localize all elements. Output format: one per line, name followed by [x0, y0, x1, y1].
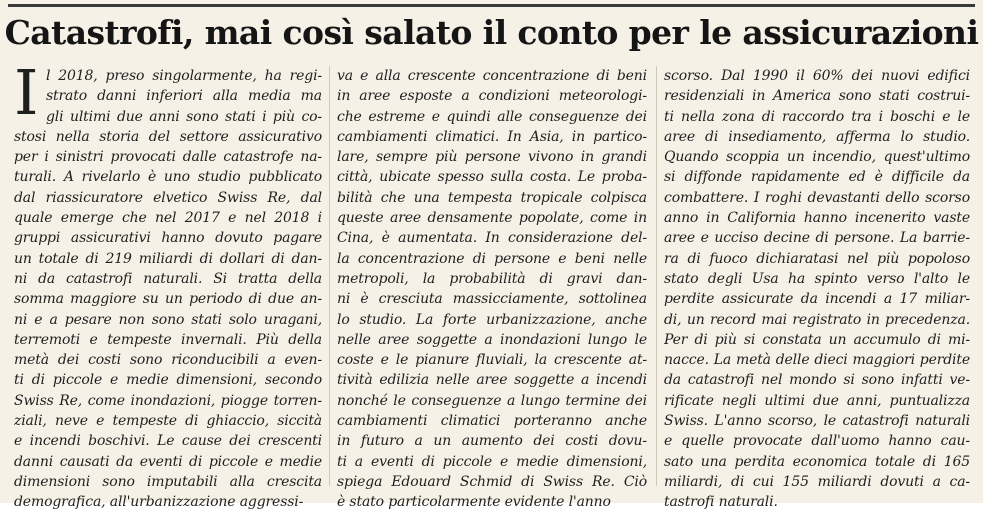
article-line: dimensioni sono imputabili alla crescita [14, 473, 322, 490]
article-line: ra di fuoco dichiaratasi nel più popoloso [664, 250, 970, 267]
article-line: danni causati da eventi di piccole e medie [14, 453, 322, 470]
article-line: in aree esposte a condizioni meteorologi- [337, 88, 647, 105]
article-line: per i sinistri provocati dalle catastrofe na- [14, 149, 322, 166]
article-line: e quelle provocate dall'uomo hanno cau- [664, 433, 970, 450]
article-line: spiega Edouard Schmid di Swiss Re. Ciò [337, 473, 647, 490]
article-line: stato degli Usa ha spinto verso l'alto le [664, 270, 970, 287]
article-line: aree e ucciso decine di persone. La barrie- [664, 230, 970, 247]
article-line: ni è cresciuta massicciamente, sottolinea [337, 291, 647, 308]
article-line: tività edilizia nelle aree soggette a incendi [337, 372, 647, 389]
article-line: che estreme e quindi alle conseguenze dei [337, 108, 647, 125]
article-line: scorso. Dal 1990 il 60% dei nuovi edifici [664, 68, 970, 84]
article-line: in futuro a un aumento dei costi dovu- [337, 433, 647, 450]
article-line: l 2018, preso singolarmente, ha regi- [46, 68, 322, 84]
article-line: strato danni inferiori alla media ma [46, 88, 322, 105]
article-line: nacce. La metà delle dieci maggiori perdite [664, 352, 970, 369]
article-line: tastrofi naturali. [664, 494, 778, 511]
article-column-2 [337, 66, 647, 513]
article-line: Cina, è aumentata. In considerazione del- [337, 230, 647, 247]
article-line: ni da catastrofi naturali. Si tratta della [14, 270, 322, 287]
article-line: la concentrazione di persone e beni nelle [337, 250, 647, 267]
article-line: gli ultimi due anni sono stati i più co- [46, 108, 322, 125]
article-line: rificate negli ultimi due anni, puntualizza [664, 392, 970, 409]
column-divider [329, 66, 330, 486]
article-line: quale emerge che nel 2017 e nel 2018 i [14, 210, 322, 227]
article-line: dal riassicuratore elvetico Swiss Re, dal [14, 189, 322, 206]
article-line: somma maggiore su un periodo di due an- [14, 291, 322, 308]
article-line: metà dei costi sono riconducibili a even- [14, 352, 322, 369]
article-line: città, ubicate spesso sulla costa. Le proba- [337, 169, 647, 186]
article-line: lare, sempre più persone vivono in grandi [337, 149, 647, 166]
article-line: un totale di 219 miliardi di dollari di dan- [14, 250, 322, 267]
article-column-3 [664, 66, 970, 513]
article-line: queste aree densamente popolate, come in [337, 210, 647, 227]
article-line: Swiss. L'anno scorso, le catastrofi naturali [664, 413, 970, 430]
article-line: da catastrofi nel mondo si sono infatti ve- [664, 372, 970, 389]
article-line: cambiamenti climatici porteranno anche [337, 413, 647, 430]
article-line: metropoli, la probabilità di gravi dan- [337, 270, 647, 287]
article-line: stosi nella storia del settore assicurativo [14, 128, 322, 145]
article-line: ziali, neve e tempeste di ghiaccio, siccità [14, 413, 322, 430]
article-line: nonché le conseguenze a lungo termine dei [337, 392, 647, 409]
headline: Catastrofi, mai così salato il conto per le assicurazioni [4, 13, 979, 52]
article-line: bilità che una tempesta tropicale colpisca [337, 189, 647, 206]
article-line: cambiamenti climatici. In Asia, in partico- [337, 128, 647, 145]
article-line: residenziali in America sono stati costrui- [664, 88, 970, 105]
article-line: combattere. I roghi devastanti dello scorso [664, 189, 970, 206]
article-line: nelle aree soggette a inondazioni lungo le [337, 331, 647, 348]
article-line: sato una perdita economica totale di 165 [664, 453, 970, 470]
article-line: lo studio. La forte urbanizzazione, anche [337, 311, 647, 328]
article-line: ti di piccole e medie dimensioni, secondo [14, 372, 322, 389]
column-divider [656, 66, 657, 486]
article-line: e incendi boschivi. Le cause dei crescenti [14, 433, 322, 450]
article-line: coste e le pianure fluviali, la crescente at- [337, 352, 647, 369]
article-line: ti a eventi di piccole e medie dimensioni, [337, 453, 647, 470]
drop-cap: I [14, 56, 39, 129]
article-line: ni e a pesare non sono stati solo uragani, [14, 311, 322, 328]
article-line: Per di più si constata un accumulo di mi- [664, 331, 970, 348]
article-line: è stato particolarmente evidente l'anno [337, 494, 611, 511]
article-line: demografica, all'urbanizzazione aggressi- [14, 494, 304, 511]
article-line: miliardi, di cui 155 miliardi dovuti a ca- [664, 473, 970, 490]
article-line: si diffonde rapidamente ed è difficile da [664, 169, 970, 186]
article-line: perdite assicurate da incendi a 17 miliar- [664, 291, 970, 308]
article-line: Quando scoppia un incendio, quest'ultimo [664, 149, 970, 166]
article-line: ti nella zona di raccordo tra i boschi e le [664, 108, 970, 125]
article-line: aree di insediamento, afferma lo studio. [664, 128, 970, 145]
article-line: Swiss Re, come inondazioni, piogge torren- [14, 392, 322, 409]
article-line: gruppi assicurativi hanno dovuto pagare [14, 230, 322, 247]
article-column-1 [14, 66, 322, 513]
article-line: di, un record mai registrato in precedenza. [664, 311, 970, 328]
top-rule [8, 4, 975, 7]
article-line: va e alla crescente concentrazione di beni [337, 68, 647, 84]
article-line: turali. A rivelarlo è uno studio pubblicato [14, 169, 322, 186]
article-line: anno in California hanno incenerito vaste [664, 210, 970, 227]
article-line: terremoti e tempeste invernali. Più della [14, 331, 322, 348]
